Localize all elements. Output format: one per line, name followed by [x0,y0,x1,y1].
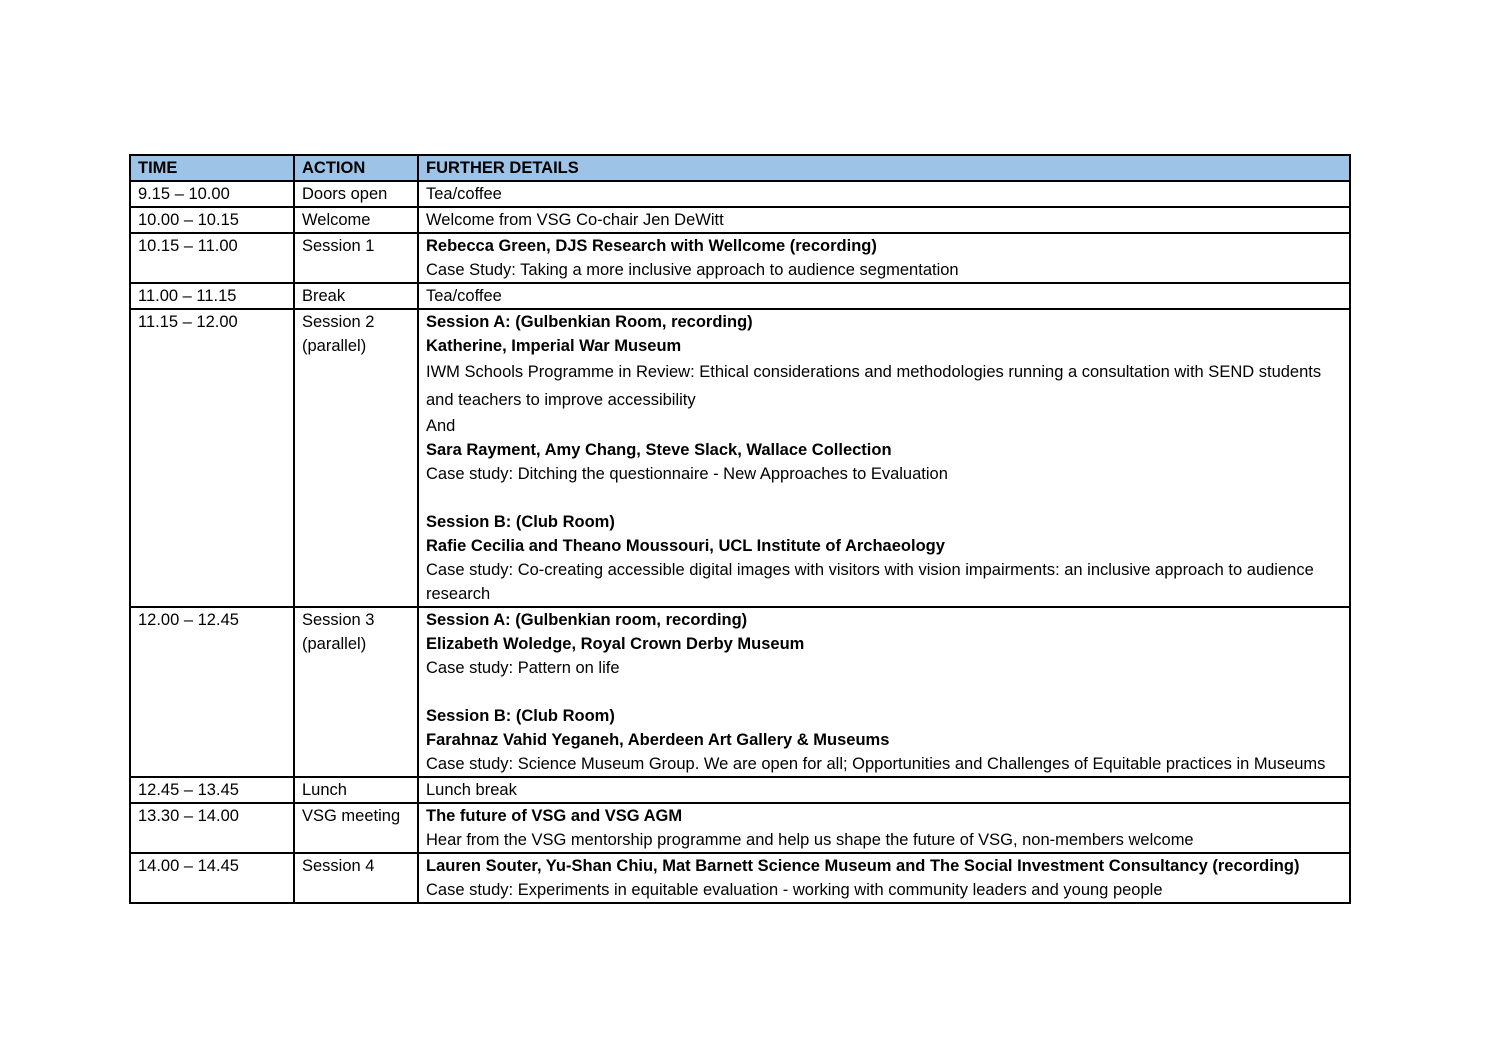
detail-line: Case study: Experiments in equitable evaluation - working with community leaders and young people [426,881,1163,899]
detail-line: Case Study: Taking a more inclusive approach to audience segmentation [426,261,959,279]
table-row [130,803,1350,853]
details-cell [418,607,1350,777]
detail-line: The future of VSG and VSG AGM [426,807,683,825]
detail-line: Lauren Souter, Yu-Shan Chiu, Mat Barnett Science Museum and The Social Investment Consultancy (recording) [426,857,1300,875]
action-cell [294,607,418,777]
details-cell [418,309,1350,607]
time-cell: 11.15 – 12.00 [130,309,294,607]
table-row [130,853,1350,903]
action-line: Session 3 [302,611,375,629]
detail-line: Session B: (Club Room) [426,707,615,725]
action-line: Welcome [302,211,371,229]
action-line: Session 1 [302,237,375,255]
header-row [130,155,1350,181]
table-row [130,233,1350,283]
action-cell [294,283,418,309]
header-details: FURTHER DETAILS [418,155,1350,181]
action-cell [294,777,418,803]
time-cell: 12.45 – 13.45 [130,777,294,803]
time-cell: 9.15 – 10.00 [130,181,294,207]
time-cell: 14.00 – 14.45 [130,853,294,903]
action-cell [294,207,418,233]
action-cell [294,853,418,903]
detail-line: Rafie Cecilia and Theano Moussouri, UCL Institute of Archaeology [426,537,945,555]
detail-line: Elizabeth Woledge, Royal Crown Derby Museum [426,635,805,653]
detail-line: Case study: Pattern on life [426,659,620,677]
action-line: VSG meeting [302,807,401,825]
action-cell [294,309,418,607]
details-cell [418,777,1350,803]
schedule-body [130,181,1350,903]
detail-line: Tea/coffee [426,287,502,305]
detail-line: Session A: (Gulbenkian room, recording) [426,611,748,629]
action-line: (parallel) [302,337,367,355]
schedule-table [129,154,1351,904]
header-time: TIME [130,155,294,181]
action-line: (parallel) [302,635,367,653]
table-row [130,283,1350,309]
detail-line: Session A: (Gulbenkian Room, recording) [426,313,753,331]
time-cell: 11.00 – 11.15 [130,283,294,309]
detail-line: Welcome from VSG Co-chair Jen DeWitt [426,211,724,229]
details-cell [418,181,1350,207]
table-row [130,207,1350,233]
action-line: Lunch [302,781,347,799]
details-cell [418,853,1350,903]
action-cell [294,803,418,853]
blank-line [426,486,1329,510]
table-row [130,309,1350,607]
table-row [130,607,1350,777]
action-cell [294,233,418,283]
table-row [130,181,1350,207]
table-row [130,777,1350,803]
detail-line: Farahnaz Vahid Yeganeh, Aberdeen Art Gallery & Museums [426,731,890,749]
details-cell [418,803,1350,853]
detail-line: IWM Schools Programme in Review: Ethical considerations and methodologies running a consultation with SEND students and teachers to improve accessibility [426,363,1322,409]
time-cell: 10.00 – 10.15 [130,207,294,233]
action-line: Break [302,287,346,305]
detail-line: Sara Rayment, Amy Chang, Steve Slack, Wallace Collection [426,441,892,459]
detail-line: Case study: Co-creating accessible digital images with visitors with vision impairments: an inclusive approach to audience research [426,561,1314,603]
detail-line: Tea/coffee [426,185,502,203]
header-action: ACTION [294,155,418,181]
time-cell: 13.30 – 14.00 [130,803,294,853]
time-cell: 10.15 – 11.00 [130,233,294,283]
detail-line: Katherine, Imperial War Museum [426,337,682,355]
details-cell [418,233,1350,283]
detail-line: Case study: Ditching the questionnaire - New Approaches to Evaluation [426,465,948,483]
action-line: Doors open [302,185,388,203]
detail-line: Session B: (Club Room) [426,513,615,531]
blank-line [426,680,1329,704]
action-cell [294,181,418,207]
action-line: Session 2 [302,313,375,331]
detail-line: Hear from the VSG mentorship programme and help us shape the future of VSG, non-members welcome [426,831,1194,849]
detail-line: Rebecca Green, DJS Research with Wellcome (recording) [426,237,877,255]
details-cell [418,207,1350,233]
detail-line: Lunch break [426,781,517,799]
action-line: Session 4 [302,857,375,875]
time-cell: 12.00 – 12.45 [130,607,294,777]
details-cell [418,283,1350,309]
detail-line: Case study: Science Museum Group. We are open for all; Opportunities and Challenges of Equitable practices in Museums [426,755,1326,773]
detail-line: And [426,417,456,435]
